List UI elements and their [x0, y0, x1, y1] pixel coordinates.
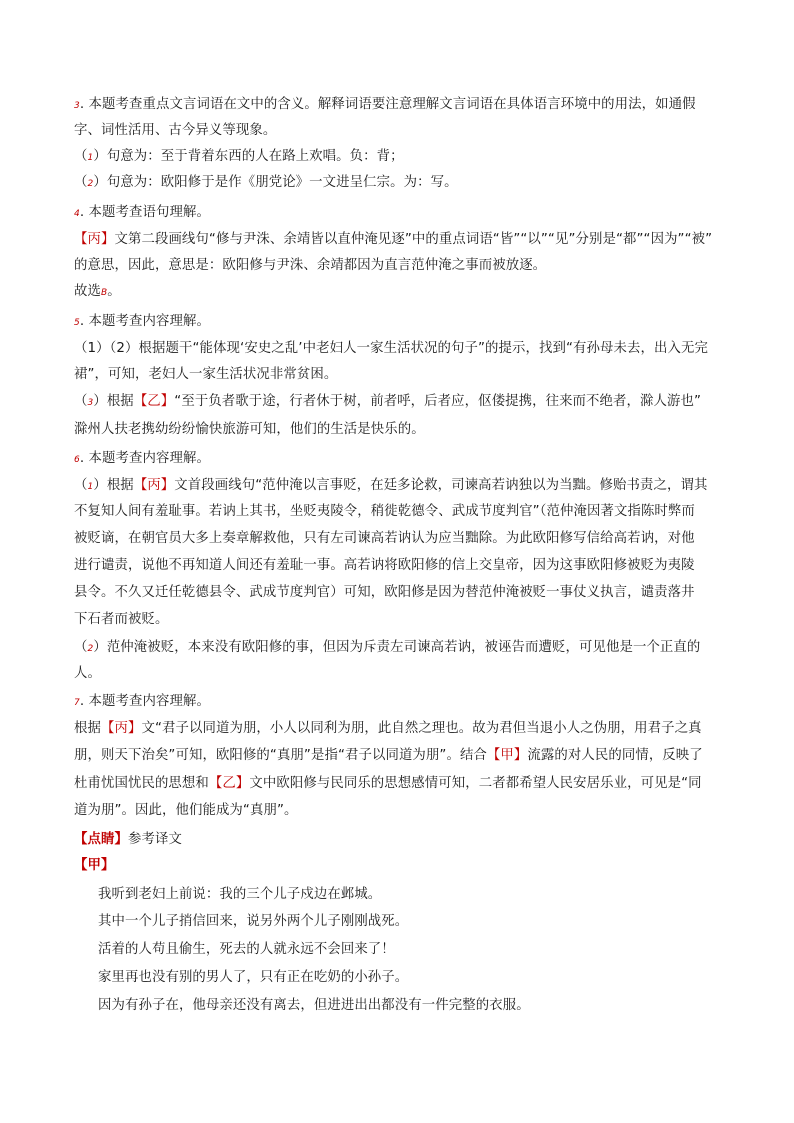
translation-line: 其中一个儿子捎信回来，说另外两个儿子刚刚战死。: [98, 914, 409, 929]
translation-line: 我听到老妇上前说：我的三个儿子戍边在邺城。: [98, 887, 382, 902]
text-line: 下石者而被贬。: [74, 612, 169, 627]
text-line: 县令。不久又迁任乾德县令、武成节度判官）可知，欧阳修是因为替范仲淹被贬一事仗义执言，谴责落井: [74, 585, 695, 600]
text-line: 道为朋”。因此，他们能成为“真朋”。: [74, 803, 298, 818]
answer-4-line: 4. 本题考查语句理解。: [74, 205, 210, 220]
text-line: 人。: [74, 666, 101, 681]
text-line: 根据【丙】文“君子以同道为朋，小人以同利为朋，此自然之理也。故为君但当退小人之伪朋，用君子之真: [74, 721, 702, 736]
text-line: 不复知人间有羞耻事。若讷上其书，坐贬夷陵令，稍徙乾德令、武成节度判官”（范仲淹因著文指陈时弊而: [74, 504, 695, 519]
text-line: （1）（2）根据题干“能体现‘安史之乱’中老妇人一家生活状况的句子”的提示，找到“有孙母未去，出入无完: [74, 341, 708, 356]
jia-heading: 【甲】: [74, 858, 115, 873]
text-line: （1）句意为：至于背着东西的人在路上欢唱。负：背；: [74, 149, 404, 164]
text-line: 杜甫忧国忧民的思想和【乙】文中欧阳修与民同乐的思想感情可知，二者都希望人民安居乐业，可见是“同: [74, 776, 702, 791]
translation-line: 因为有孙子在，他母亲还没有离去，但进进出出都没有一件完整的衣服。: [98, 998, 530, 1013]
answer-3-line: 3. 本题考查重点文言词语在文中的含义。解释词语要注意理解文言词语在具体语言环境中的用法，如通假: [74, 97, 696, 112]
text-line: 滁州人扶老携幼纷纷愉快旅游可知，他们的生活是快乐的。: [74, 422, 425, 437]
translation-line: 活着的人苟且偷生，死去的人就永远不会回来了！: [98, 942, 395, 957]
translation-line: 家里再也没有别的男人了，只有正在吃奶的小孙子。: [98, 970, 409, 985]
text-line: 【丙】文第二段画线句“修与尹洙、余靖皆以直仲淹见逐”中的重点词语“皆”“以”“见”分别是“都”“因为”“被”: [74, 232, 713, 247]
text-line: 故选B。: [74, 284, 121, 299]
text-line: 的意思，因此，意思是：欧阳修与尹洙、余靖都因为直言范仲淹之事而被放逐。: [74, 258, 547, 273]
text-line: 字、词性活用、古今异义等现象。: [74, 123, 277, 138]
text-line: 被贬谪，在朝官员大多上奏章解救他，只有左司谏高若讷认为应当黜除。为此欧阳修写信给高若讷，对他: [74, 531, 695, 546]
dianjing-heading: 【点睛】参考译文: [74, 832, 182, 847]
text-line: 朋，则天下治矣”可知，欧阳修的“真朋”是指“君子以同道为朋”。结合【甲】流露的对人民的同情，反映了: [74, 748, 703, 763]
text-line: 进行谴责，说他不再知道人间还有羞耻一事。高若讷将欧阳修的信上交皇帝，因为这事欧阳修被贬为夷陵: [74, 558, 695, 573]
text-line: （3）根据【乙】“至于负者歌于途，行者休于树，前者呼，后者应，伛偻提携，往来而不绝者，滁人游也”: [74, 394, 702, 409]
answer-6-line: 6. 本题考查内容理解。: [74, 451, 210, 466]
text-line: 裙”，可知，老妇人一家生活状况非常贫困。: [74, 367, 338, 382]
text-line: （2）句意为：欧阳修于是作《朋党论》一文进呈仁宗。为：写。: [74, 175, 458, 190]
answer-5-line: 5. 本题考查内容理解。: [74, 314, 210, 329]
answer-7-line: 7. 本题考查内容理解。: [74, 694, 210, 709]
text-line: （2）范仲淹被贬，本来没有欧阳修的事，但因为斥责左司谏高若讷，被诬告而遭贬，可见他是一个正直的: [74, 640, 701, 655]
text-line: （1）根据【丙】文首段画线句“范仲淹以言事贬，在廷多论救，司谏高若讷独以为当黜。修贻书责之，谓其: [74, 478, 708, 493]
